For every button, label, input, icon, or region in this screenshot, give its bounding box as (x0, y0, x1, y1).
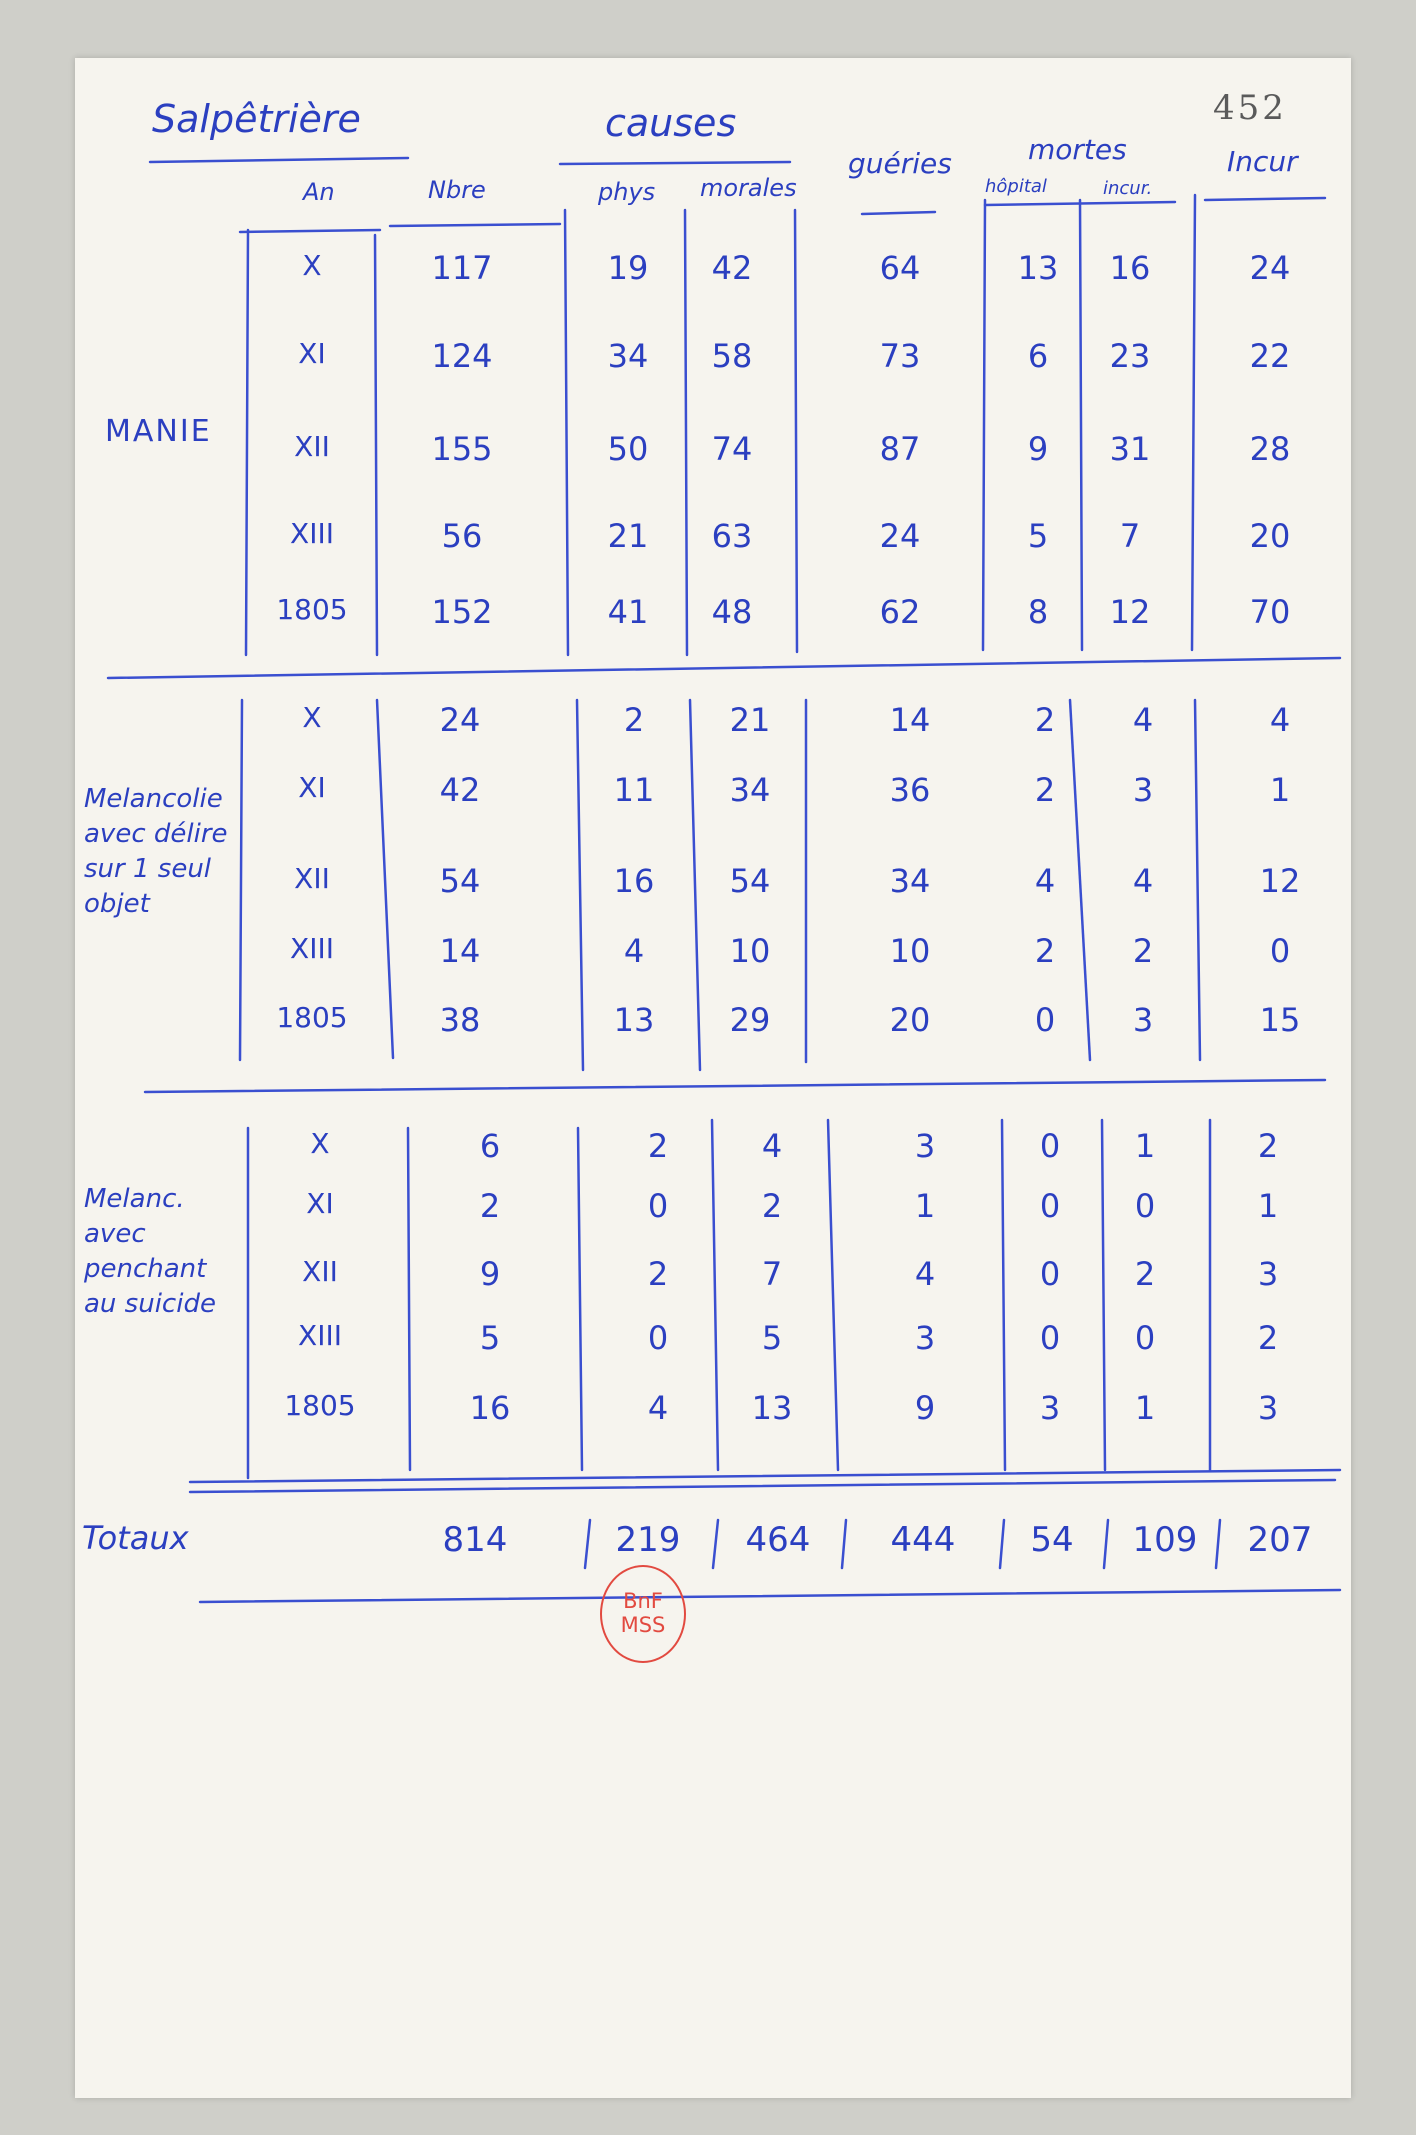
totals-cell: 444 (890, 1520, 956, 1560)
table-cell: 1805 (276, 593, 348, 626)
header-gueries: guéries (848, 147, 952, 180)
table-cell: 54 (439, 862, 481, 900)
table-cell: 34 (889, 862, 931, 900)
table-cell: 12 (1259, 862, 1301, 900)
table-cell: 5 (1027, 517, 1049, 555)
table-cell: 1805 (284, 1389, 356, 1422)
table-cell: 9 (1027, 430, 1049, 468)
table-cell: 11 (613, 771, 655, 809)
table-cell: 155 (431, 430, 493, 468)
table-cell: 152 (431, 593, 493, 631)
table-cell: 31 (1109, 430, 1151, 468)
table-cell: XIII (290, 517, 334, 550)
stamp-line-2: MSS (620, 1613, 666, 1638)
totals-cell: 109 (1132, 1520, 1198, 1560)
table-cell: 124 (431, 337, 493, 375)
table-cell: 4 (1034, 862, 1056, 900)
table-cell: 1 (1257, 1187, 1279, 1225)
table-cell: 24 (879, 517, 921, 555)
table-cell: XII (294, 862, 330, 895)
table-cell: 1 (1269, 771, 1291, 809)
totals-cell: 219 (615, 1520, 681, 1560)
table-cell: 1 (1134, 1389, 1156, 1427)
table-cell: 0 (1039, 1319, 1061, 1357)
table-cell: 9 (914, 1389, 936, 1427)
table-cell: 20 (889, 1001, 931, 1039)
totals-cell: 464 (745, 1520, 811, 1560)
table-cell: 4 (647, 1389, 669, 1427)
table-cell: 14 (889, 701, 931, 739)
table-cell: 4 (914, 1255, 936, 1293)
table-cell: 70 (1249, 593, 1291, 631)
table-cell: 38 (439, 1001, 481, 1039)
bnf-stamp (600, 1565, 686, 1663)
table-cell: 16 (469, 1389, 511, 1427)
header-an: An (303, 178, 335, 206)
table-cell: XI (306, 1187, 334, 1220)
table-cell: 63 (711, 517, 753, 555)
table-cell: 2 (1034, 701, 1056, 739)
table-cell: 13 (1017, 249, 1059, 287)
table-cell: 1 (1134, 1127, 1156, 1165)
table-cell: 3 (1132, 771, 1154, 809)
table-cell: 3 (914, 1127, 936, 1165)
table-cell: XI (298, 337, 326, 370)
table-cell: 22 (1249, 337, 1291, 375)
table-cell: 0 (1134, 1319, 1156, 1357)
page-title: Salpêtrière (152, 97, 361, 141)
table-cell: 0 (1134, 1187, 1156, 1225)
table-cell: 2 (1134, 1255, 1156, 1293)
table-cell: 0 (647, 1187, 669, 1225)
table-cell: 4 (1269, 701, 1291, 739)
table-cell: 5 (761, 1319, 783, 1357)
table-cell: 42 (711, 249, 753, 287)
table-cell: 3 (1132, 1001, 1154, 1039)
table-cell: 24 (1249, 249, 1291, 287)
header-nbre: Nbre (428, 176, 486, 204)
table-cell: 8 (1027, 593, 1049, 631)
table-cell: XII (294, 430, 330, 463)
table-cell: 2 (1257, 1127, 1279, 1165)
folio-number: 452 (1213, 88, 1287, 128)
table-cell: 29 (729, 1001, 771, 1039)
table-cell: 34 (607, 337, 649, 375)
table-cell: 34 (729, 771, 771, 809)
table-cell: 48 (711, 593, 753, 631)
table-cell: 64 (879, 249, 921, 287)
stamp-line-1: BnF (623, 1589, 663, 1613)
table-cell: 117 (431, 249, 493, 287)
header-mortes: mortes (1028, 133, 1127, 166)
table-cell: 15 (1259, 1001, 1301, 1039)
header-incur: Incur (1227, 145, 1298, 178)
table-cell: 54 (729, 862, 771, 900)
totals-cell: 54 (1030, 1520, 1074, 1560)
table-cell: 7 (1119, 517, 1141, 555)
table-cell: 10 (729, 932, 771, 970)
table-cell: 2 (647, 1255, 669, 1293)
table-cell: 62 (879, 593, 921, 631)
group-label-manie: MANIE (105, 414, 212, 449)
table-cell: 0 (1269, 932, 1291, 970)
table-cell: 1805 (276, 1001, 348, 1034)
totals-label: Totaux (82, 1519, 189, 1557)
table-cell: 13 (613, 1001, 655, 1039)
table-cell: 19 (607, 249, 649, 287)
table-cell: 4 (1132, 862, 1154, 900)
table-cell: 3 (1039, 1389, 1061, 1427)
header-hopital: hôpital (985, 176, 1047, 197)
table-cell: 7 (761, 1255, 783, 1293)
table-cell: XIII (298, 1319, 342, 1352)
table-cell: 3 (1257, 1389, 1279, 1427)
table-cell: 58 (711, 337, 753, 375)
table-cell: 0 (1039, 1255, 1061, 1293)
group-label-melancolie-suicide: Melanc. avec penchant au suicide (84, 1184, 216, 1320)
table-cell: 12 (1109, 593, 1151, 631)
table-cell: 36 (889, 771, 931, 809)
table-cell: 5 (479, 1319, 501, 1357)
table-cell: 0 (647, 1319, 669, 1357)
table-cell: 3 (1257, 1255, 1279, 1293)
table-cell: X (302, 249, 322, 282)
table-cell: 4 (623, 932, 645, 970)
group-label-melancolie-delire: Melancolie avec délire sur 1 seul objet (84, 784, 228, 920)
table-cell: 10 (889, 932, 931, 970)
table-cell: 4 (761, 1127, 783, 1165)
table-cell: 0 (1034, 1001, 1056, 1039)
table-cell: 6 (1027, 337, 1049, 375)
table-cell: 21 (729, 701, 771, 739)
table-cell: 6 (479, 1127, 501, 1165)
table-cell: 41 (607, 593, 649, 631)
table-cell: 2 (1132, 932, 1154, 970)
table-cell: 0 (1039, 1127, 1061, 1165)
table-cell: X (302, 701, 322, 734)
table-cell: 14 (439, 932, 481, 970)
table-cell: 21 (607, 517, 649, 555)
table-cell: 16 (1109, 249, 1151, 287)
table-cell: 24 (439, 701, 481, 739)
table-cell: XIII (290, 932, 334, 965)
table-cell: 13 (751, 1389, 793, 1427)
table-cell: 50 (607, 430, 649, 468)
table-cell: 0 (1039, 1187, 1061, 1225)
table-cell: 2 (1257, 1319, 1279, 1357)
table-cell: 2 (761, 1187, 783, 1225)
header-mortes-incur: incur. (1103, 178, 1153, 199)
table-cell: XI (298, 771, 326, 804)
table-cell: 1 (914, 1187, 936, 1225)
table-cell: 3 (914, 1319, 936, 1357)
totals-cell: 207 (1247, 1520, 1313, 1560)
table-cell: 42 (439, 771, 481, 809)
table-cell: 74 (711, 430, 753, 468)
table-cell: 2 (647, 1127, 669, 1165)
table-cell: X (310, 1127, 330, 1160)
table-cell: 2 (1034, 932, 1056, 970)
header-morales: morales (700, 174, 797, 202)
header-phys: phys (598, 178, 656, 206)
table-cell: 23 (1109, 337, 1151, 375)
table-cell: 4 (1132, 701, 1154, 739)
table-cell: 73 (879, 337, 921, 375)
table-cell: 20 (1249, 517, 1291, 555)
table-cell: 2 (623, 701, 645, 739)
header-causes: causes (605, 101, 737, 145)
table-cell: 2 (479, 1187, 501, 1225)
table-cell: XII (302, 1255, 338, 1288)
table-cell: 2 (1034, 771, 1056, 809)
table-cell: 16 (613, 862, 655, 900)
table-cell: 56 (441, 517, 483, 555)
table-cell: 9 (479, 1255, 501, 1293)
table-cell: 87 (879, 430, 921, 468)
table-cell: 28 (1249, 430, 1291, 468)
totals-cell: 814 (442, 1520, 508, 1560)
